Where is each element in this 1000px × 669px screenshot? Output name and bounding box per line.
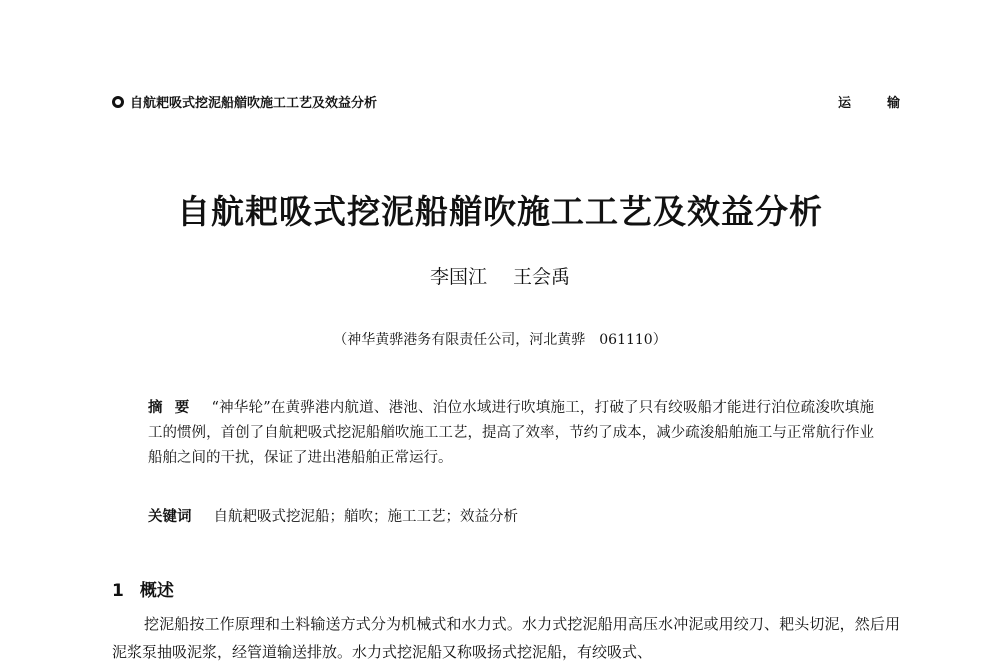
author-name: 李国江 — [429, 266, 487, 288]
author-name: 王会禹 — [513, 266, 571, 288]
paper-title: 自航耙吸式挖泥船艏吹施工工艺及效益分析 — [177, 192, 823, 231]
keywords-text: 自航耙吸式挖泥船；艏吹；施工工艺；效益分析 — [213, 509, 518, 525]
bullet-circle-icon — [112, 96, 124, 108]
abstract-text: “神华轮”在黄骅港内航道、港池、泊位水域进行吹填施工，打破了只有绞吸船才能进行泊位疏浚吹填施工的惯例，首创了自航耙吸式挖泥船艏吹施工工艺，提高了效率，节约了成本，减少疏浚船舶施工与正常航行作业船舶之间的干扰，保证了进出港船舶正常运行。 — [148, 400, 874, 466]
running-header-left — [112, 92, 377, 111]
abstract-label: 摘要 — [148, 400, 202, 416]
running-header — [112, 92, 936, 114]
section-heading — [112, 576, 174, 601]
section-title: 概述 — [139, 581, 174, 601]
running-header-section: 运输 — [837, 96, 936, 111]
keywords-label: 关键词 — [148, 509, 192, 525]
section-number: 1 — [112, 581, 124, 601]
body-paragraph: 挖泥船按工作原理和土料输送方式分为机械式和水力式。水力式挖泥船用高压水冲泥或用绞刀、耙头切泥，然后用泥浆泵抽吸泥浆，经管道输送排放。水力式挖泥船又称吸扬式挖泥船，有绞吸式、 — [112, 615, 900, 661]
author-affiliation: （神华黄骅港务有限责任公司，河北黄骅 061110） — [333, 332, 667, 348]
keywords — [148, 506, 874, 528]
running-header-title: 自航耙吸式挖泥船艏吹施工工艺及效益分析 — [130, 96, 378, 111]
author-list — [0, 262, 1000, 289]
abstract — [148, 396, 874, 471]
